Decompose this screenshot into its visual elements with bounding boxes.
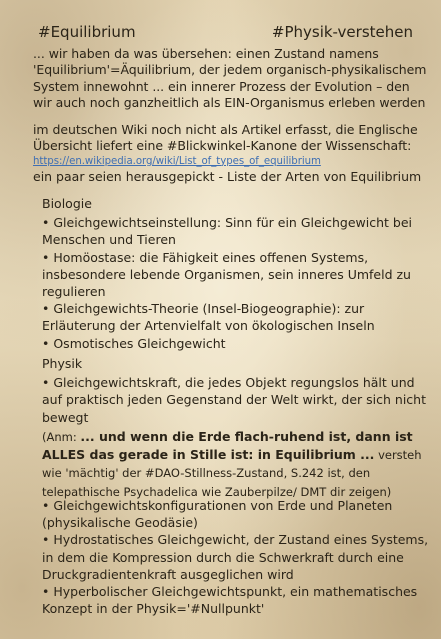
more-physics-section	[42, 497, 432, 617]
wiki-line: im deutschen Wiki noch nicht als Artikel erfasst, die Englische	[33, 122, 418, 137]
list-item: • Hyperbolischer Gleichgewichtspunkt, ein mathematisches Konzept in der Physik='#Nullpunkt'	[42, 584, 418, 617]
subtitle: ein paar seien herausgepickt - Liste der Arten von Equilibrium	[33, 169, 422, 184]
section-heading-biologie: Biologie	[42, 196, 92, 211]
section-heading-physik: Physik	[42, 356, 83, 371]
annotation-note	[42, 428, 432, 501]
hashtag-physik-verstehen: #Physik-verstehen	[271, 23, 413, 41]
intro-line: wir auch noch ganzheitlich als EIN-Organismus erleben werden	[33, 95, 426, 111]
note-bold: ... und wenn die Erde flach-ruhend ist, dann ist ALLES das gerade in Stille ist: in Equilibrium ...	[42, 429, 413, 463]
intro-line: System innewohnt ... ein innerer Prozess der Evolution – den	[33, 78, 410, 94]
wikipedia-link[interactable]: https://en.wikipedia.org/wiki/List_of_types_of_equilibrium	[33, 155, 321, 167]
intro-line: ... wir haben da was übersehen: einen Zustand namens	[33, 46, 379, 61]
wiki-paragraph	[33, 122, 428, 168]
list-item: • Gleichgewichtskraft, die jedes Objekt regungslos hält und auf praktisch jeden Gegenstand der Welt wirkt, der sich nicht bewegt	[42, 375, 427, 425]
list-item: • Homöostase: die Fähigkeit eines offenen Systems, insbesondere lebende Organismen, sein inneres Umfeld zu regulieren	[42, 249, 411, 300]
note-open: (Anm:	[42, 430, 81, 444]
wiki-line: Übersicht liefert eine #Blickwinkel-Kanone der Wissenschaft:	[33, 138, 412, 154]
intro-paragraph	[33, 46, 428, 112]
list-item: • Osmotisches Gleichgewicht	[42, 335, 226, 351]
list-item: • Gleichgewichtseinstellung: Sinn für ein Gleichgewicht bei Menschen und Tieren	[42, 215, 413, 248]
note-rest: versteh wie 'mächtig' der #DAO-Stillness-Zustand, S.242 ist, den telepathische Psychadelica wie Zauberpilze/ DMT dir zeigen)	[42, 448, 422, 499]
list-item: • Gleichgewichts-Theorie (Insel-Biogeographie): zur Erläuterung der Artenvielfalt von ökologischen Inseln	[42, 301, 375, 334]
physics-section	[42, 355, 432, 426]
hashtag-equilibrium: #Equilibrium	[38, 23, 136, 41]
intro-line: 'Equilibrium'=Äquilibrium, der jedem organisch-physikalischem	[33, 62, 427, 78]
list-item: • Hydrostatisches Gleichgewicht, der Zustand eines Systems, in dem die Kompression durch die Schwerkraft durch eine Druckgradientenkraft ausgeglichen wird	[42, 532, 429, 582]
biology-section	[42, 195, 432, 352]
list-item: • Gleichgewichtskonfigurationen von Erde und Planeten (physikalische Geodäsie)	[42, 498, 393, 531]
